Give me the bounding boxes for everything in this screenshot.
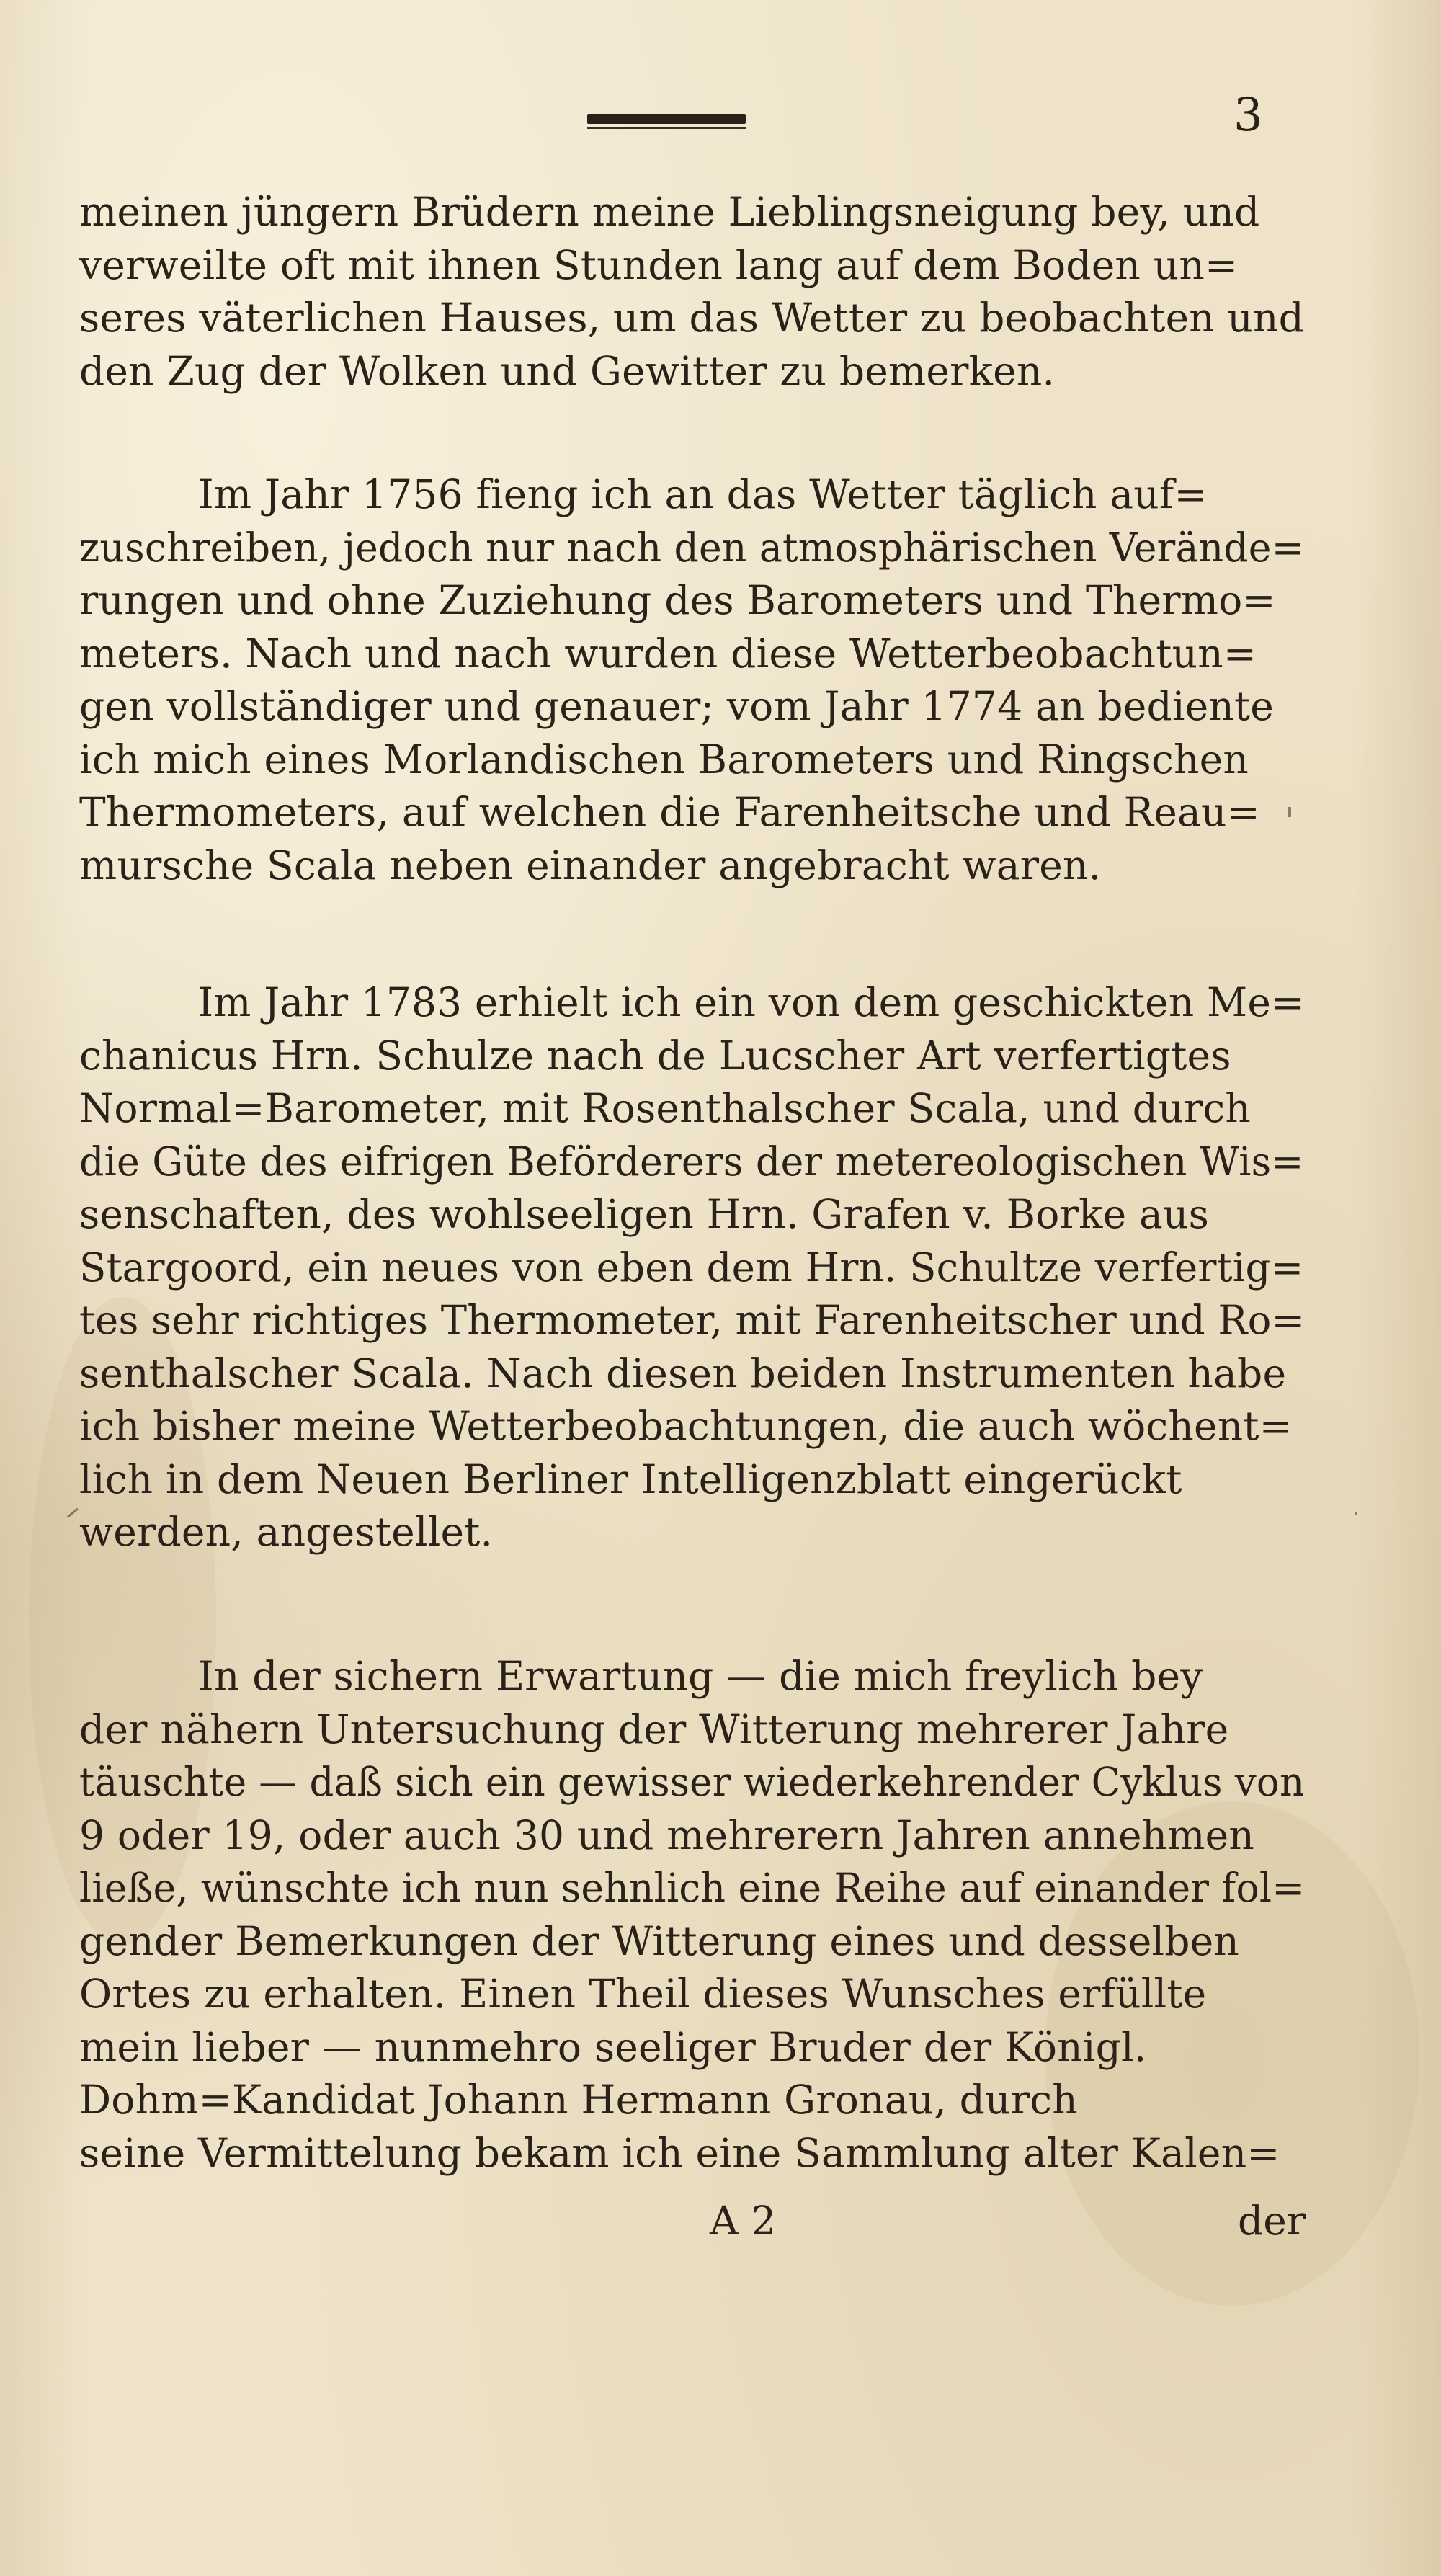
ink-speck	[1355, 1512, 1357, 1515]
text-line: Im Jahr 1756 fieng ich an das Wetter täglich auf=	[198, 471, 1208, 517]
text-line: der nähern Untersuchung der Witterung mehrerer Jahre	[79, 1706, 1229, 1752]
text-line: meters. Nach und nach wurden diese Wetterbeobachtun=	[79, 630, 1257, 677]
text-line: Thermometers, auf welchen die Farenheitsche und Reau=	[79, 789, 1260, 835]
text-line: verweilte oft mit ihnen Stunden lang auf dem Boden un=	[79, 241, 1239, 288]
text-line: ich mich eines Morlandischen Barometers und Ringschen	[79, 736, 1249, 783]
text-line: lich in dem Neuen Berliner Intelligenzblatt eingerückt	[79, 1456, 1182, 1502]
text-line: Ortes zu erhalten. Einen Theil dieses Wunsches erfüllte	[79, 1971, 1207, 2017]
text-line: chanicus Hrn. Schulze nach de Lucscher Art verfertigtes	[79, 1032, 1231, 1079]
text-line: gen vollständiger und genauer; vom Jahr 1774 an bediente	[79, 683, 1275, 729]
text-line: mein lieber — nunmehro seeliger Bruder der Königl.	[79, 2023, 1147, 2070]
text-line: mursche Scala neben einander angebracht waren.	[79, 842, 1102, 888]
text-line: gender Bemerkungen der Witterung eines und desselben	[79, 1917, 1240, 1964]
text-line: rungen und ohne Zuziehung des Barometers und Thermo=	[79, 577, 1276, 623]
paragraph-4	[79, 1650, 1304, 2180]
text-line: In der sichern Erwartung — die mich freylich bey	[198, 1653, 1203, 1699]
text-line: Im Jahr 1783 erhielt ich ein von dem geschickten Me=	[197, 979, 1305, 1025]
text-line: täuschte — daß sich ein gewisser wiederkehrender Cyklus von	[79, 1759, 1305, 1805]
text-line: senthalscher Scala. Nach diesen beiden Instrumenten habe	[79, 1350, 1287, 1396]
paragraph-3	[79, 976, 1304, 1559]
text-line: den Zug der Wolken und Gewitter zu bemerken.	[79, 347, 1056, 394]
signature-mark: A 2	[710, 2198, 777, 2244]
text-line: die Güte des eifrigen Beförderers der metereologischen Wis=	[79, 1138, 1304, 1185]
text-line: ich bisher meine Wetterbeobachtungen, die auch wöchent=	[79, 1403, 1293, 1449]
text-line: 9 oder 19, oder auch 30 und mehrerern Jahren annehmen	[79, 1811, 1254, 1858]
text-line: werden, angestellet.	[79, 1509, 494, 1555]
text-line: senschaften, des wohlseeligen Hrn. Grafen v. Borke aus	[79, 1191, 1210, 1237]
text-line: seine Vermittelung bekam ich eine Sammlung alter Kalen=	[79, 2129, 1280, 2176]
text-line: ließe, wünschte ich nun sehnlich eine Reihe auf einander fol=	[79, 1865, 1305, 1911]
paragraph-1	[79, 186, 1304, 398]
catchword: der	[1238, 2198, 1306, 2244]
header-rule	[587, 114, 746, 124]
text-line: Stargoord, ein neues von eben dem Hrn. Schultze verfertig=	[79, 1244, 1304, 1291]
text-line: zuschreiben, jedoch nur nach den atmosphärischen Verände=	[79, 524, 1304, 571]
text-line: Dohm=Kandidat Johann Hermann Gronau, durch	[79, 2077, 1078, 2123]
text-line: tes sehr richtiges Thermometer, mit Farenheitscher und Ro=	[79, 1297, 1305, 1343]
text-line: Normal=Barometer, mit Rosenthalscher Scala, und durch	[79, 1085, 1251, 1131]
ink-speck	[67, 1508, 79, 1518]
page-number: 3	[1233, 89, 1263, 142]
paragraph-2	[79, 468, 1304, 892]
text-line: seres väterlichen Hauses, um das Wetter zu beobachten und	[79, 295, 1304, 341]
text-line: meinen jüngern Brüdern meine Lieblingsneigung bey, und	[79, 189, 1260, 235]
